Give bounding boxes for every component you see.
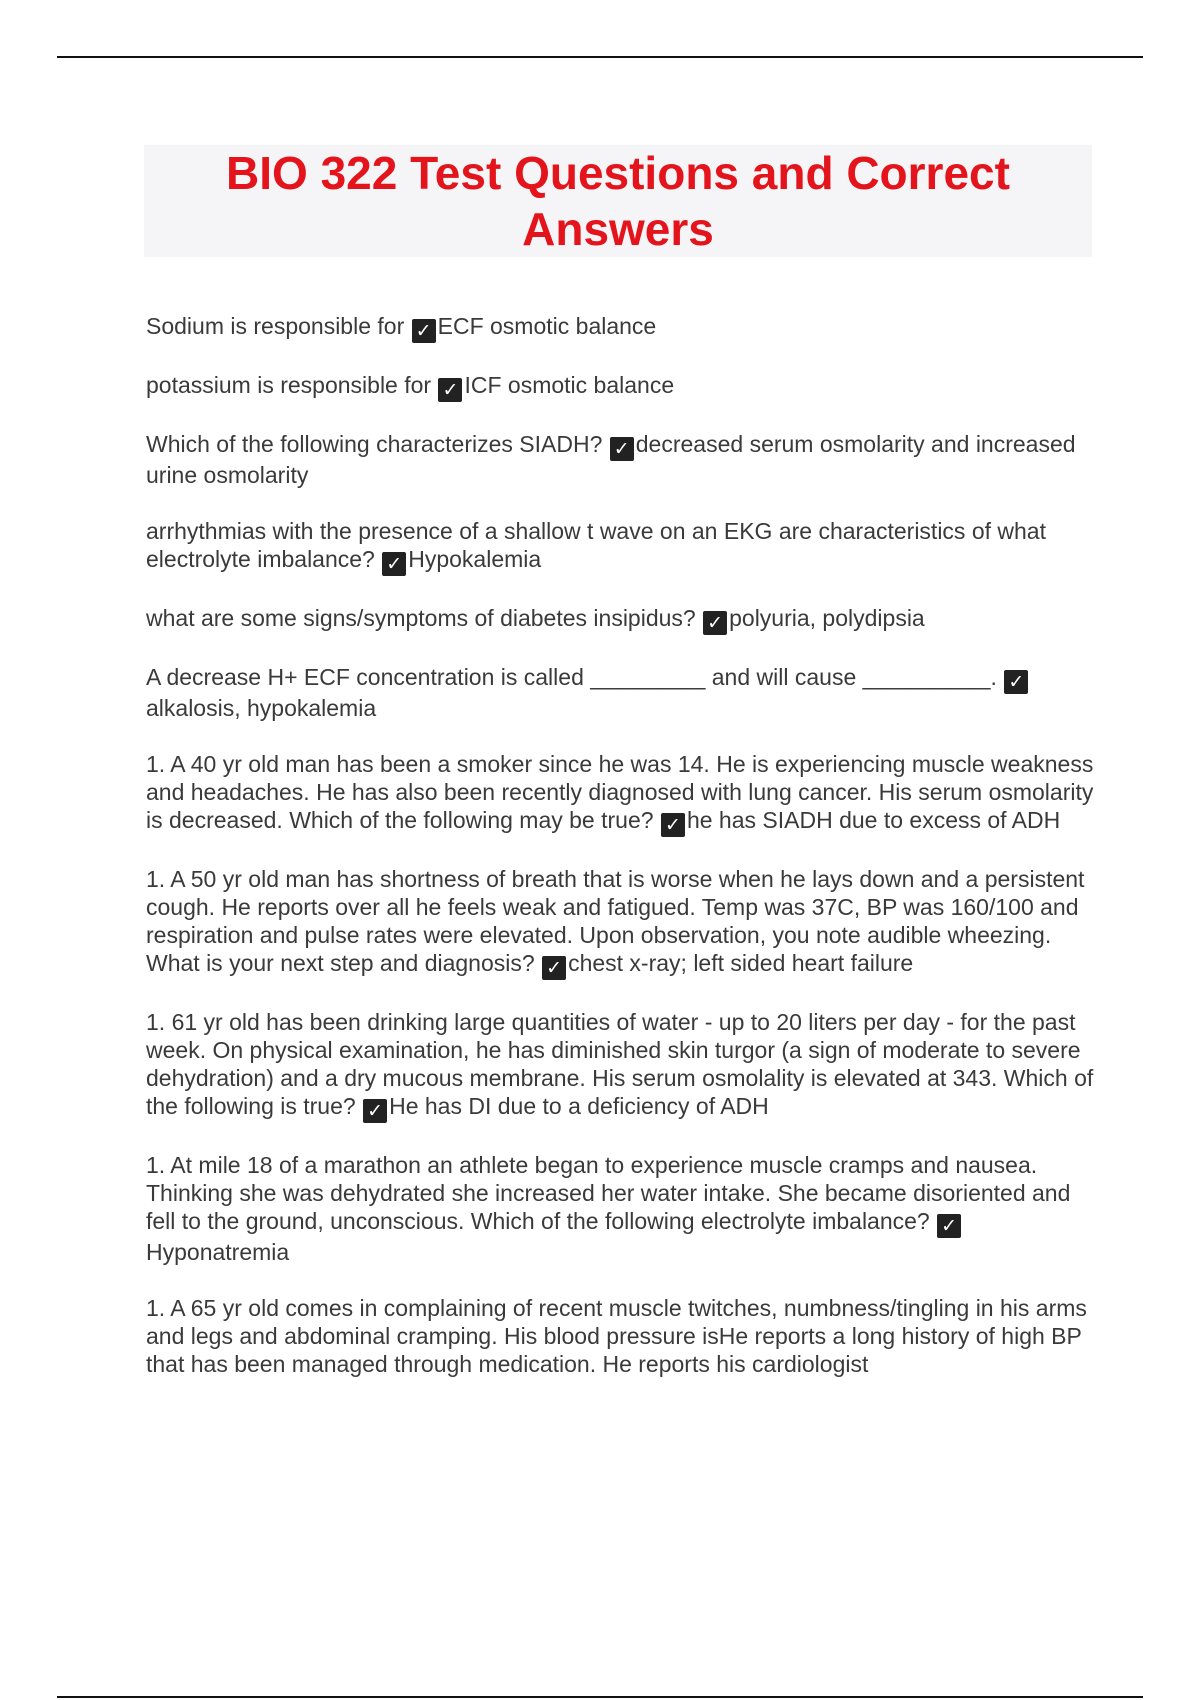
qa-item [146, 312, 1096, 343]
qa-item [146, 604, 1096, 635]
title-banner [144, 145, 1092, 257]
check-mark-icon: ✓ [703, 611, 727, 635]
question-text: Sodium is responsible for [146, 313, 405, 339]
qa-item [146, 663, 1096, 722]
question-text: A decrease H+ ECF concentration is called _________ and will cause __________. [146, 664, 997, 690]
qa-item [146, 865, 1096, 980]
check-mark-icon: ✓ [937, 1214, 961, 1238]
question-text: 1. A 65 yr old comes in complaining of recent muscle twitches, numbness/tingling in his arms and legs and abdominal cramping. His blood pressure isHe reports a long history of high BP that has been managed through medication. He reports his cardiologist [146, 1295, 1087, 1377]
answer-text: alkalosis, hypokalemia [146, 695, 377, 721]
page-title: BIO 322 Test Questions and Correct Answers [226, 147, 1010, 255]
bottom-divider [57, 1696, 1143, 1698]
question-text: 1. A 50 yr old man has shortness of breath that is worse when he lays down and a persistent cough. He reports over all he feels weak and fatigued. Temp was 37C, BP was 160/100 and respiration and pulse rates were elevated. Upon observation, you note audible wheezing. What is your next step and diagnosis? [146, 866, 1085, 976]
question-text: potassium is responsible for [146, 372, 432, 398]
check-mark-icon: ✓ [412, 319, 436, 343]
answer-text: ICF osmotic balance [464, 372, 675, 398]
answer-text: Hypokalemia [408, 546, 542, 572]
check-mark-icon: ✓ [438, 378, 462, 402]
check-mark-icon: ✓ [1004, 670, 1028, 694]
question-text: Which of the following characterizes SIADH? [146, 431, 603, 457]
check-mark-icon: ✓ [542, 956, 566, 980]
qa-item [146, 430, 1096, 489]
answer-text: decreased serum osmolarity and increased urine osmolarity [146, 431, 1076, 488]
answer-text: He has DI due to a deficiency of ADH [389, 1093, 769, 1119]
check-mark-icon: ✓ [661, 813, 685, 837]
check-mark-icon: ✓ [382, 552, 406, 576]
answer-text: Hyponatremia [146, 1239, 290, 1265]
answer-text: he has SIADH due to excess of ADH [686, 807, 1061, 833]
question-text: 1. A 40 yr old man has been a smoker since he was 14. He is experiencing muscle weakness and headaches. He has also been recently diagnosed with lung cancer. His serum osmolarity is decreased. Which of the following may be true? [146, 751, 1094, 833]
answer-text: polyuria, polydipsia [729, 605, 925, 631]
check-mark-icon: ✓ [363, 1099, 387, 1123]
question-text: 1. 61 yr old has been drinking large quantities of water - up to 20 liters per day - for the past week. On physical examination, he has diminished skin turgor (a sign of moderate to severe dehydration) and a dry mucous membrane. His serum osmolality is elevated at 343. Which of the following is true? [146, 1009, 1094, 1119]
qa-list [146, 312, 1096, 1406]
qa-item [146, 371, 1096, 402]
qa-item [146, 1294, 1096, 1378]
top-divider [57, 56, 1143, 58]
qa-item [146, 1151, 1096, 1266]
qa-item [146, 750, 1096, 837]
answer-text: ECF osmotic balance [437, 313, 657, 339]
check-mark-icon: ✓ [610, 437, 634, 461]
question-text: 1. At mile 18 of a marathon an athlete began to experience muscle cramps and nausea. Thinking she was dehydrated she increased her water intake. She became disoriented and fell to the ground, unconscious. Which of the following electrolyte imbalance? [146, 1152, 1071, 1234]
qa-item [146, 517, 1096, 576]
qa-item [146, 1008, 1096, 1123]
question-text: arrhythmias with the presence of a shallow t wave on an EKG are characteristics of what electrolyte imbalance? [146, 518, 1046, 572]
question-text: what are some signs/symptoms of diabetes insipidus? [146, 605, 696, 631]
answer-text: chest x-ray; left sided heart failure [568, 950, 914, 976]
